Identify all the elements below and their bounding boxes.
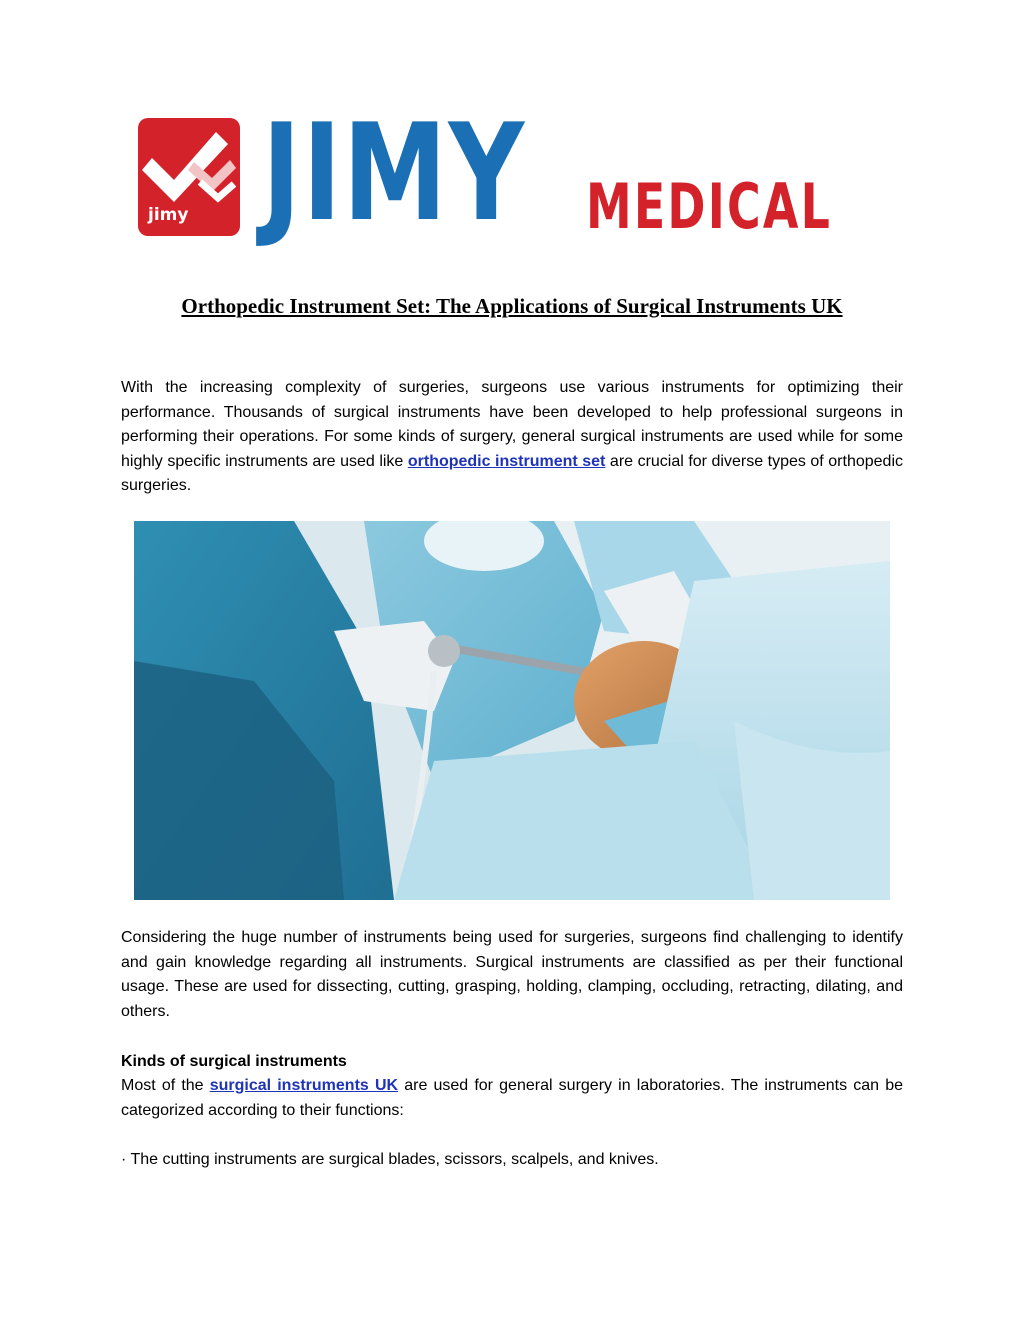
surgery-illustration — [134, 521, 890, 900]
surgery-photo — [134, 521, 890, 900]
kinds-text-before-link: Most of the — [121, 1077, 210, 1094]
logo-badge-text: jimy — [148, 205, 189, 225]
bullet-cutting-instruments: · The cutting instruments are surgical blades, scissors, scalpels, and knives. — [121, 1151, 659, 1168]
kinds-text-after-link: are used for general surgery in laboratories. The instruments can be categorized according to their functions: — [121, 1077, 904, 1119]
intro-text-after-link: are crucial for diverse types of orthopedic surgeries. — [121, 452, 904, 494]
page-title: Orthopedic Instrument Set: The Applications of Surgical Instruments UK — [181, 294, 843, 318]
surgical-instruments-uk-link[interactable]: surgical instruments UK — [209, 1077, 399, 1094]
logo-brand-secondary: MEDICAL — [586, 170, 833, 243]
logo-brand-primary: JIMY — [262, 95, 526, 251]
intro-paragraph — [121, 376, 903, 499]
orthopedic-instrument-set-link[interactable]: orthopedic instrument set — [407, 452, 606, 470]
classification-paragraph: Considering the huge number of instruments being used for surgeries, surgeons find challenging to identify and gain knowledge regarding all instruments. Surgical instruments are classified as per their functional usage. These are used for dissecting, cutting, grasping, holding, clamping, occluding, retracting, dilating, and others. — [121, 929, 903, 1020]
jimy-medical-logo — [138, 95, 883, 251]
intro-text-before-link: With the increasing complexity of surgeries, surgeons use various instruments for optimizing their performance. Thousands of surgical instruments have been developed to help professional surgeons in performing their operations. For some kinds of surgery, general surgical instruments are used while for some highly specific instruments are used like — [121, 379, 903, 470]
kinds-heading: Kinds of surgical instruments — [121, 1053, 347, 1070]
kinds-paragraph — [121, 1074, 903, 1123]
